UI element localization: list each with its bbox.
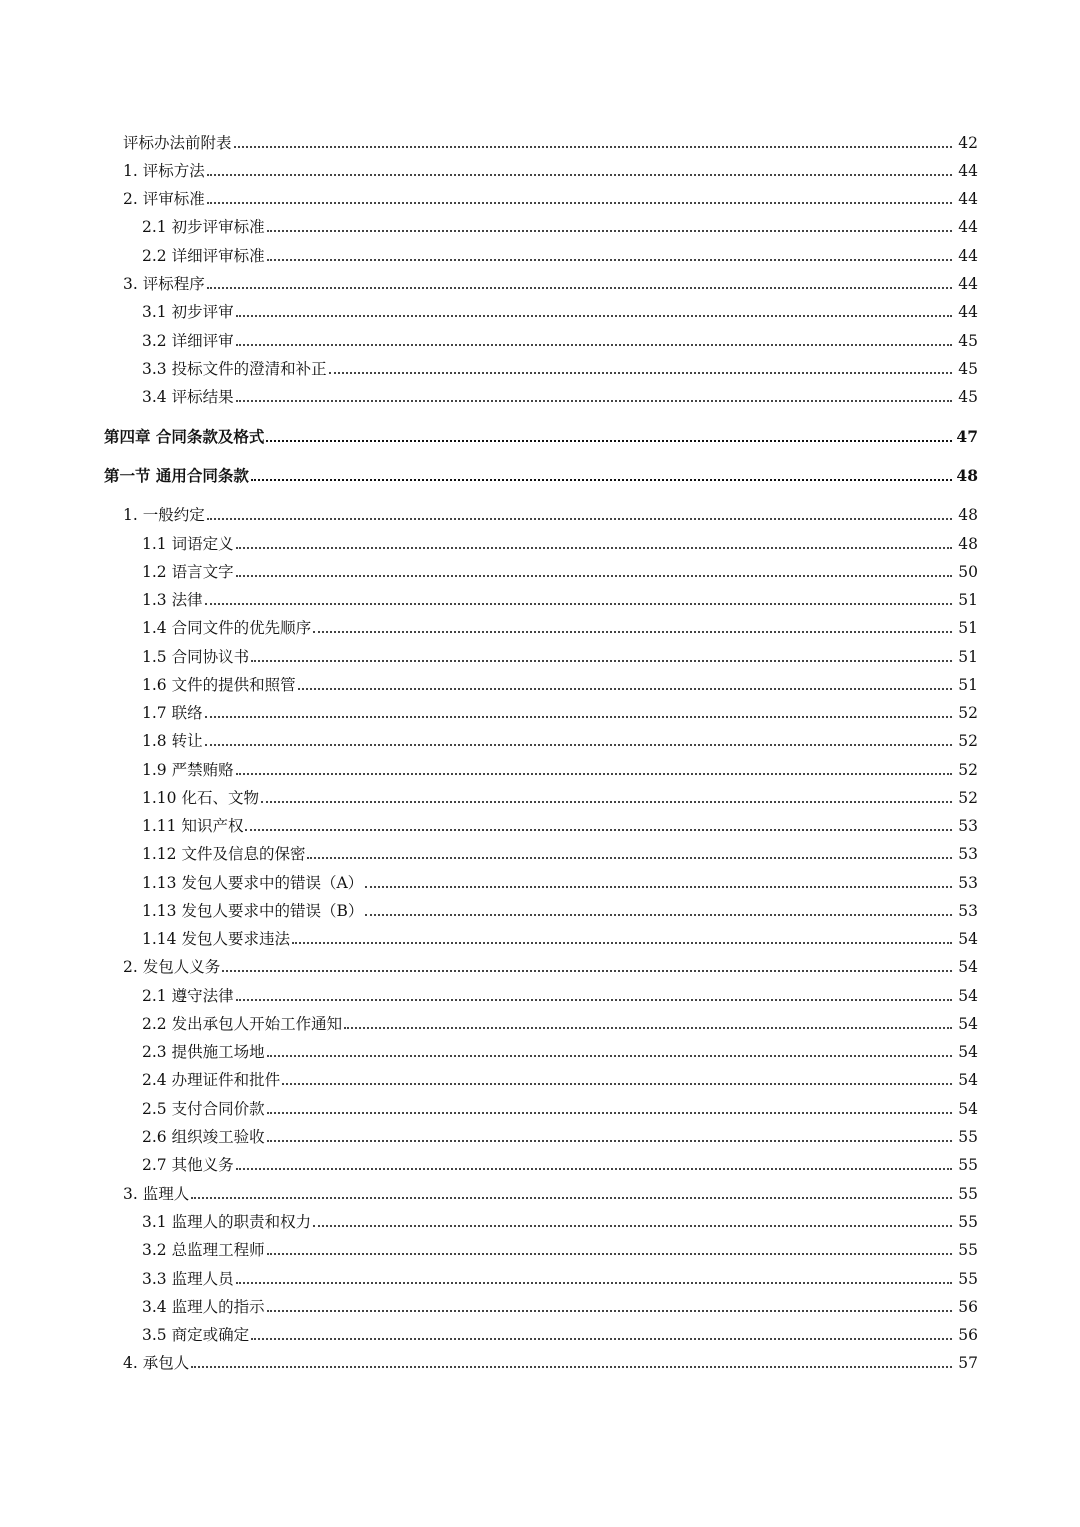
toc-entry[interactable] — [142, 984, 978, 1008]
toc-entry-page: 44 — [958, 303, 978, 321]
dot-leader — [298, 687, 952, 690]
toc-entry-title: 3.4 评标结果 — [142, 388, 234, 406]
toc-entry-title: 第四章 合同条款及格式 — [104, 427, 265, 446]
toc-entry-title: 2.1 初步评审标准 — [142, 218, 265, 236]
toc-entry[interactable] — [123, 272, 978, 296]
dot-leader — [292, 941, 952, 944]
toc-entry[interactable] — [142, 1125, 978, 1149]
toc-entry-title: 1.8 转让 — [142, 732, 203, 750]
toc-entry-page: 51 — [958, 591, 978, 609]
toc-entry-page: 55 — [958, 1185, 978, 1203]
toc-entry-title: 1.1 词语定义 — [142, 535, 234, 553]
toc-entry-page: 51 — [958, 676, 978, 694]
toc-entry-page: 44 — [958, 275, 978, 293]
toc-entry-page: 54 — [958, 930, 978, 948]
toc-entry[interactable] — [142, 1040, 978, 1064]
toc-entry[interactable] — [123, 955, 978, 979]
toc-entry-page: 45 — [958, 360, 978, 378]
toc-entry[interactable] — [142, 842, 978, 866]
toc-entry-page: 56 — [958, 1326, 978, 1344]
toc-entry-page: 50 — [958, 563, 978, 581]
toc-entry[interactable] — [142, 701, 978, 725]
toc-entry[interactable] — [142, 560, 978, 584]
toc-entry-title: 1.3 法律 — [142, 591, 203, 609]
toc-entry-title: 2. 评审标准 — [123, 190, 205, 208]
toc-entry-title: 3.3 投标文件的澄清和补正 — [142, 360, 327, 378]
toc-entry-title: 2.5 支付合同价款 — [142, 1100, 265, 1118]
dot-leader — [236, 343, 952, 346]
toc-entry[interactable] — [142, 1097, 978, 1121]
dot-leader — [282, 1082, 952, 1085]
toc-entry[interactable] — [142, 814, 978, 838]
toc-entry-page: 48 — [956, 466, 978, 485]
toc-entry-title: 1.2 语言文字 — [142, 563, 234, 581]
toc-entry-page: 54 — [958, 1043, 978, 1061]
toc-entry-title: 2. 发包人义务 — [123, 958, 221, 976]
toc-entry-page: 54 — [958, 987, 978, 1005]
toc-entry-title: 3.4 监理人的指示 — [142, 1298, 265, 1316]
toc-entry[interactable] — [142, 899, 978, 923]
dot-leader — [205, 602, 952, 605]
toc-entry[interactable] — [142, 616, 978, 640]
dot-leader — [245, 828, 952, 831]
toc-entry-page: 52 — [958, 704, 978, 722]
toc-entry-title: 4. 承包人 — [123, 1354, 190, 1372]
dot-leader — [344, 1026, 952, 1029]
dot-leader — [236, 1167, 952, 1170]
toc-entry-page: 51 — [958, 619, 978, 637]
dot-leader — [207, 173, 952, 176]
toc-entry-page: 45 — [958, 388, 978, 406]
toc-entry-page: 55 — [958, 1156, 978, 1174]
toc-entry-page: 54 — [958, 1100, 978, 1118]
dot-leader — [261, 800, 952, 803]
toc-entry[interactable] — [142, 927, 978, 951]
dot-leader — [267, 1252, 952, 1255]
dot-leader — [307, 856, 952, 859]
toc-entry[interactable] — [123, 1351, 978, 1375]
toc-entry-page: 53 — [958, 845, 978, 863]
toc-entry[interactable] — [142, 1323, 978, 1347]
toc-section-entry[interactable] — [104, 464, 978, 488]
dot-leader — [267, 258, 952, 261]
toc-entry[interactable] — [142, 1238, 978, 1262]
toc-entry-page: 55 — [958, 1128, 978, 1146]
toc-entry[interactable] — [142, 532, 978, 556]
toc-entry-title: 1. 一般约定 — [123, 506, 205, 524]
toc-entry-title: 2.7 其他义务 — [142, 1156, 234, 1174]
toc-entry-page: 44 — [958, 247, 978, 265]
dot-leader — [222, 969, 952, 972]
toc-entry-title: 2.6 组织竣工验收 — [142, 1128, 265, 1146]
toc-entry-page: 53 — [958, 902, 978, 920]
toc-entry-page: 54 — [958, 1071, 978, 1089]
toc-entry-page: 47 — [956, 427, 978, 446]
toc-entry[interactable] — [142, 1153, 978, 1177]
toc-entry[interactable] — [142, 215, 978, 239]
toc-entry-title: 1.10 化石、文物 — [142, 789, 259, 807]
toc-entry[interactable] — [123, 503, 978, 527]
toc-entry-title: 1.13 发包人要求中的错误（A） — [142, 874, 364, 892]
dot-leader — [266, 439, 952, 442]
toc-entry-title: 1.4 合同文件的优先顺序 — [142, 619, 312, 637]
toc-entry-page: 55 — [958, 1270, 978, 1288]
toc-entry-title: 3.3 监理人员 — [142, 1270, 234, 1288]
dot-leader — [236, 998, 952, 1001]
dot-leader — [267, 1139, 952, 1142]
dot-leader — [234, 145, 952, 148]
toc-entry-title: 1.6 文件的提供和照管 — [142, 676, 296, 694]
toc-entry-title: 3.1 初步评审 — [142, 303, 234, 321]
toc-entry-title: 3.2 详细评审 — [142, 332, 234, 350]
toc-entry-page: 54 — [958, 958, 978, 976]
toc-entry-title: 1.7 联络 — [142, 704, 203, 722]
dot-leader — [313, 630, 952, 633]
toc-entry[interactable] — [142, 1068, 978, 1092]
dot-leader — [191, 1196, 952, 1199]
toc-entry-page: 53 — [958, 817, 978, 835]
toc-entry[interactable] — [123, 1182, 978, 1206]
toc-entry[interactable] — [142, 758, 978, 782]
toc-entry[interactable] — [142, 1295, 978, 1319]
toc-entry[interactable] — [142, 329, 978, 353]
dot-leader — [205, 715, 952, 718]
toc-entry-title: 3.5 商定或确定 — [142, 1326, 250, 1344]
toc-entry-title: 1.9 严禁贿赂 — [142, 761, 234, 779]
toc-entry[interactable] — [142, 1267, 978, 1291]
dot-leader — [236, 546, 952, 549]
toc-entry-page: 44 — [958, 162, 978, 180]
dot-leader — [236, 772, 952, 775]
dot-leader — [251, 659, 952, 662]
toc-entry[interactable] — [142, 1012, 978, 1036]
dot-leader — [207, 286, 952, 289]
toc-entry[interactable] — [142, 1210, 978, 1234]
dot-leader — [236, 1281, 952, 1284]
dot-leader — [191, 1365, 952, 1368]
toc-entry-page: 42 — [958, 134, 978, 152]
dot-leader — [267, 1054, 952, 1057]
toc-entry-page: 44 — [958, 218, 978, 236]
dot-leader — [365, 885, 952, 888]
toc-entry-title: 1.12 文件及信息的保密 — [142, 845, 306, 863]
toc-entry[interactable] — [123, 159, 978, 183]
dot-leader — [236, 399, 952, 402]
toc-entry-page: 45 — [958, 332, 978, 350]
toc-entry-title: 2.2 详细评审标准 — [142, 247, 265, 265]
toc-entry[interactable] — [142, 357, 978, 381]
toc-entry[interactable] — [142, 645, 978, 669]
toc-entry-page: 52 — [958, 732, 978, 750]
toc-entry-page: 48 — [958, 535, 978, 553]
toc-entry-title: 3. 监理人 — [123, 1185, 190, 1203]
toc-entry-title: 2.2 发出承包人开始工作通知 — [142, 1015, 343, 1033]
toc-entry[interactable] — [142, 300, 978, 324]
toc-entry-page: 55 — [958, 1213, 978, 1231]
toc-entry[interactable] — [142, 588, 978, 612]
dot-leader — [267, 1309, 952, 1312]
toc-entry[interactable] — [142, 385, 978, 409]
dot-leader — [329, 371, 952, 374]
dot-leader — [251, 1337, 952, 1340]
toc-entry-title: 1.5 合同协议书 — [142, 648, 250, 666]
dot-leader — [205, 743, 952, 746]
toc-entry-page: 48 — [958, 506, 978, 524]
toc-entry[interactable] — [123, 131, 978, 155]
dot-leader — [207, 201, 952, 204]
toc-entry[interactable] — [142, 786, 978, 810]
toc-entry-title: 第一节 通用合同条款 — [104, 466, 249, 485]
toc-entry-page: 57 — [958, 1354, 978, 1372]
dot-leader — [267, 1111, 952, 1114]
toc-entry[interactable] — [123, 187, 978, 211]
toc-entry-page: 51 — [958, 648, 978, 666]
dot-leader — [236, 314, 952, 317]
toc-entry-title: 3.1 监理人的职责和权力 — [142, 1213, 312, 1231]
toc-entry-page: 44 — [958, 190, 978, 208]
toc-entry-title: 3.2 总监理工程师 — [142, 1241, 265, 1259]
dot-leader — [236, 574, 952, 577]
toc-entry-title: 1.13 发包人要求中的错误（B） — [142, 902, 364, 920]
toc-entry-title: 1.14 发包人要求违法 — [142, 930, 290, 948]
toc-entry-page: 52 — [958, 789, 978, 807]
dot-leader — [251, 478, 952, 481]
toc-entry-title: 1. 评标方法 — [123, 162, 205, 180]
dot-leader — [365, 913, 952, 916]
toc-entry-page: 56 — [958, 1298, 978, 1316]
toc-entry-page: 55 — [958, 1241, 978, 1259]
toc-entry-title: 2.4 办理证件和批件 — [142, 1071, 281, 1089]
dot-leader — [313, 1224, 952, 1227]
toc-chapter-entry[interactable] — [104, 425, 978, 449]
toc-entry-title: 评标办法前附表 — [123, 134, 232, 152]
toc-entry[interactable] — [142, 729, 978, 753]
dot-leader — [267, 229, 952, 232]
toc-entry[interactable] — [142, 673, 978, 697]
toc-entry-title: 1.11 知识产权 — [142, 817, 244, 835]
toc-entry-title: 3. 评标程序 — [123, 275, 205, 293]
toc-entry-page: 54 — [958, 1015, 978, 1033]
toc-entry-title: 2.3 提供施工场地 — [142, 1043, 265, 1061]
toc-entry-page: 53 — [958, 874, 978, 892]
dot-leader — [207, 517, 952, 520]
toc-entry[interactable] — [142, 871, 978, 895]
toc-entry[interactable] — [142, 244, 978, 268]
toc-entry-page: 52 — [958, 761, 978, 779]
toc-entry-title: 2.1 遵守法律 — [142, 987, 234, 1005]
